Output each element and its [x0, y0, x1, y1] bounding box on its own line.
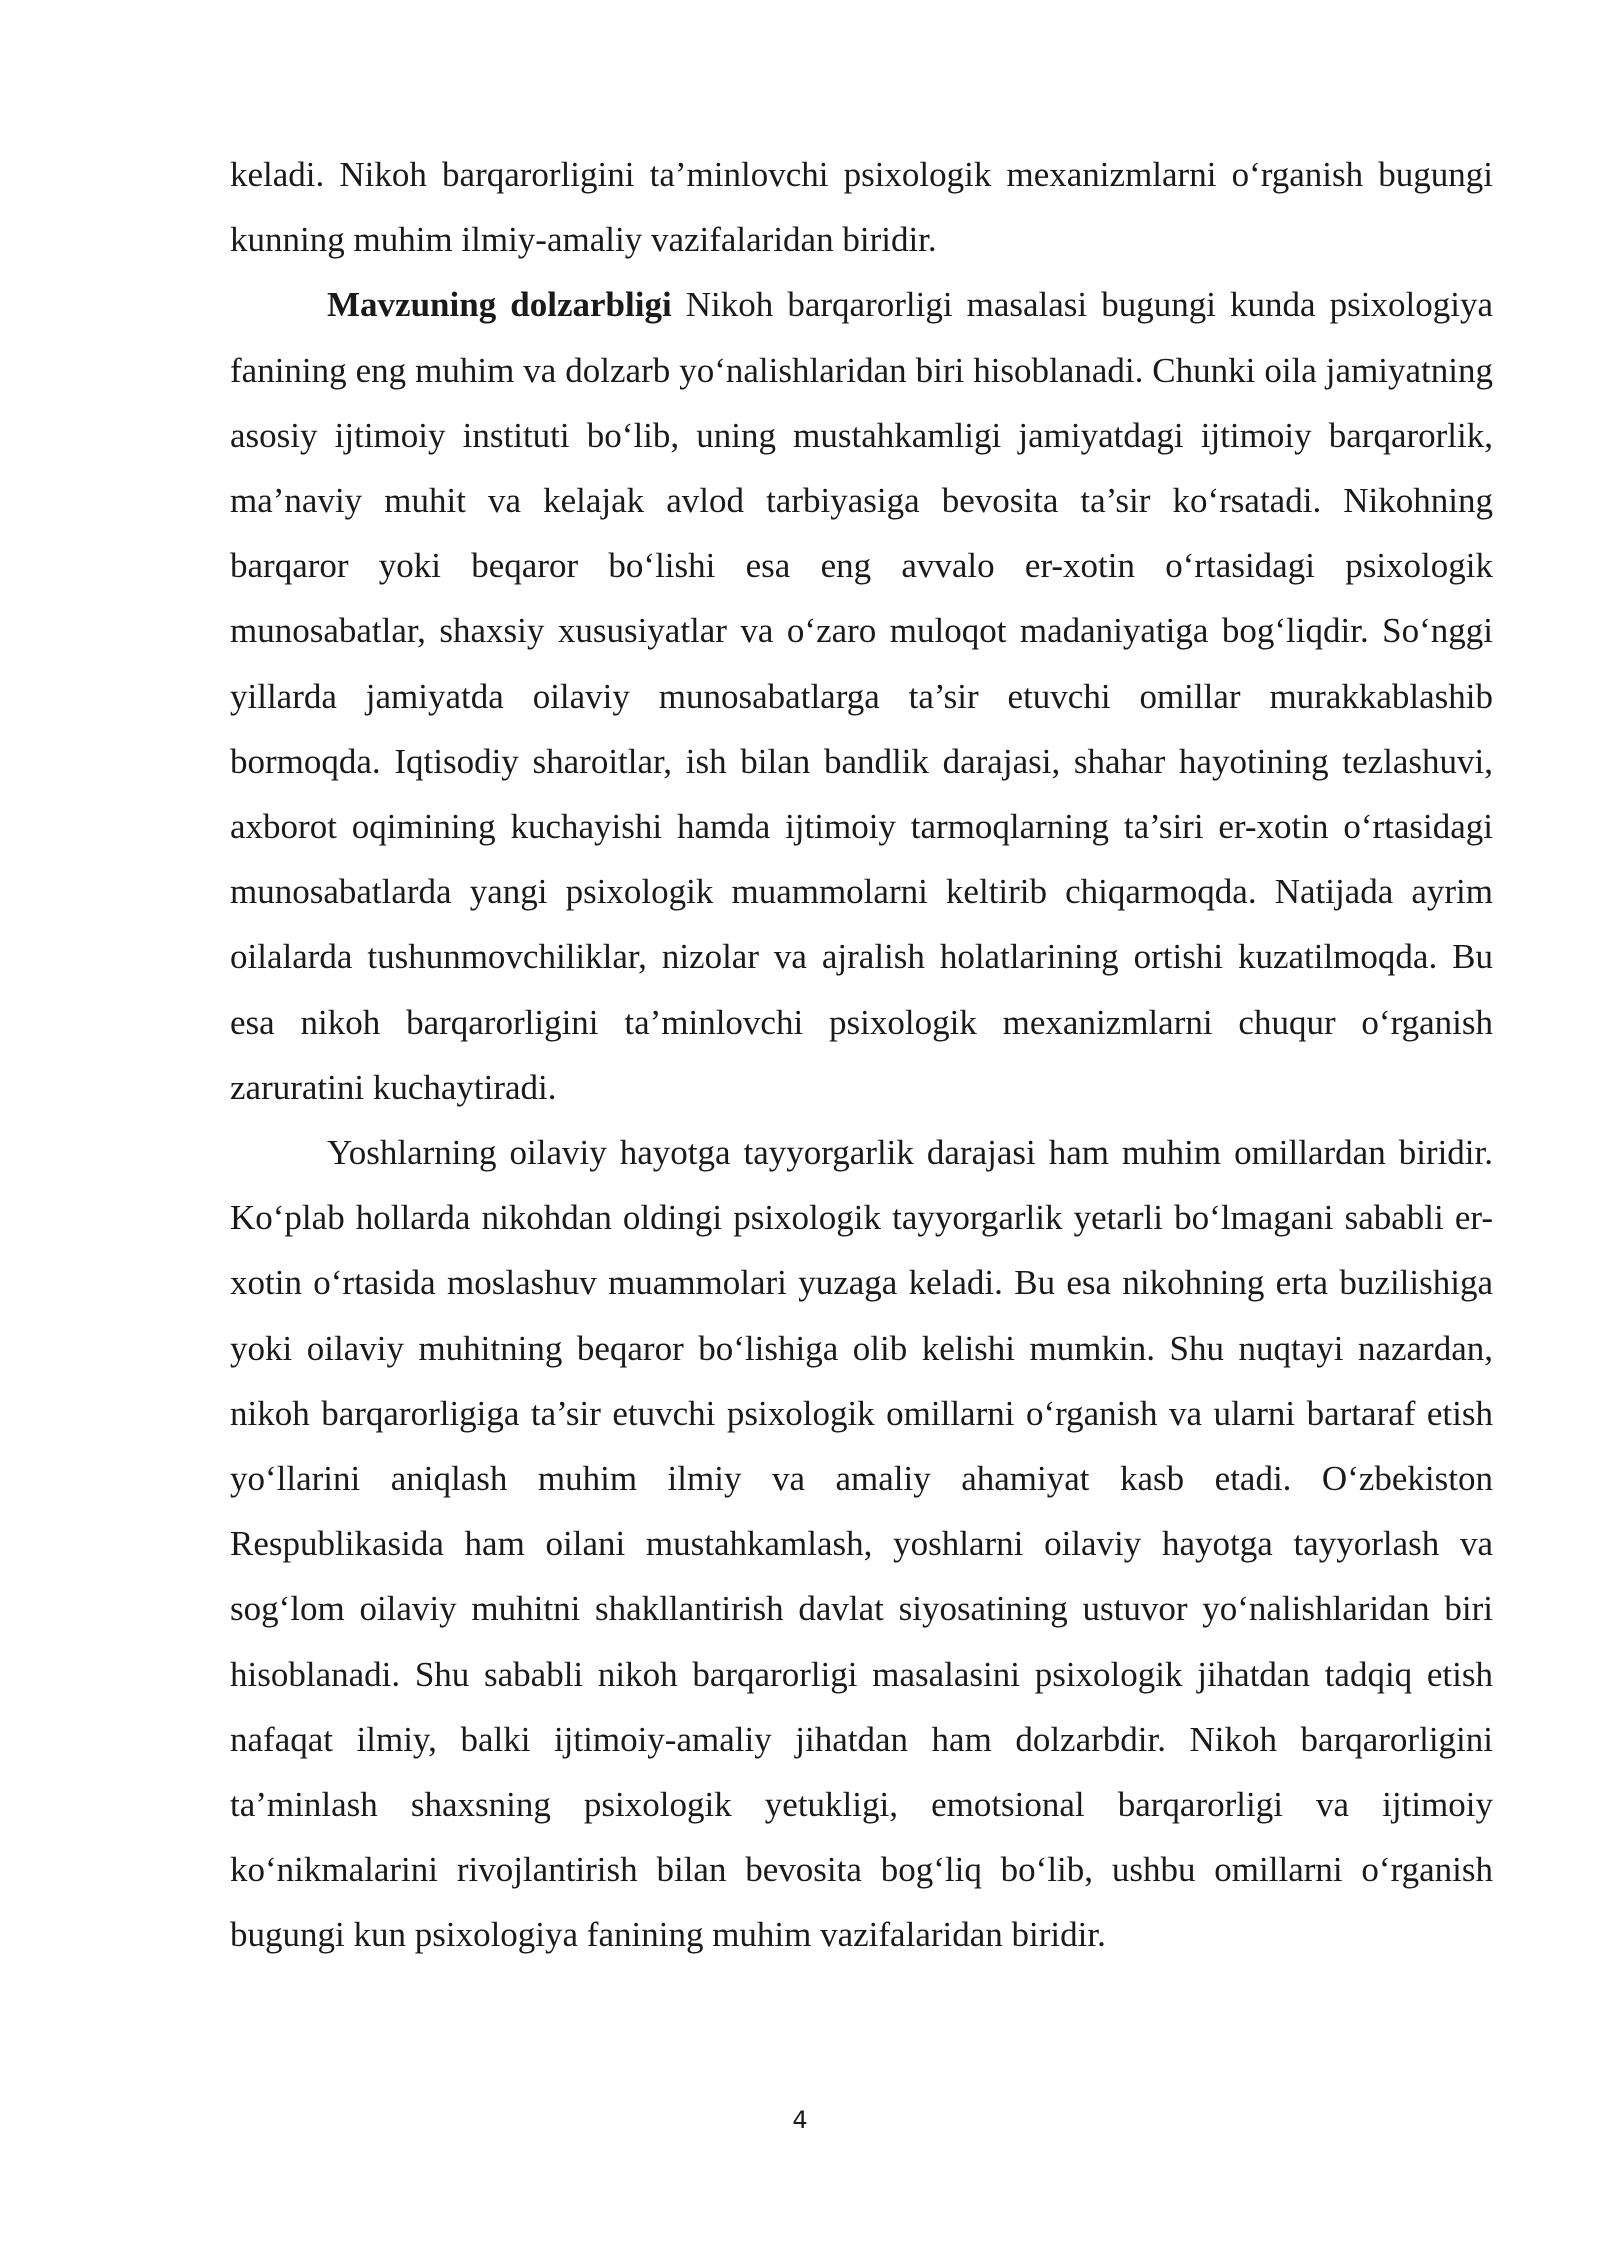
- paragraph-continuation: keladi. Nikoh barqarorligini ta’minlovchi psixologik mexanizmlarni o‘rganish bugungi kunning muhim ilmiy-amaliy vazifalaridan biridir.: [230, 155, 1493, 260]
- paragraph-youth-readiness: Yoshlarning oilaviy hayotga tayyorgarlik darajasi ham muhim omillardan biridir. Ko‘plab hollarda nikohdan oldingi psixologik tayyorgarlik yetarli bo‘lmagani sababli er-xotin o‘rtasida moslashuv muammolari yuzaga keladi. Bu esa nikohning erta buzilishiga yoki oilaviy muhitning beqaror bo‘lishiga olib kelishi mumkin. Shu nuqtayi nazardan, nikoh barqarorligiga ta’sir etuvchi psixologik omillarni o‘rganish va ularni bartaraf etish yo‘llarini aniqlash muhim ilmiy va amaliy ahamiyat kasb etadi. O‘zbekiston Respublikasida ham oilani mustahkamlash, yoshlarni oilaviy hayotga tayyorlash va sog‘lom oilaviy muhitni shakllantirish davlat siyosatining ustuvor yo‘nalishlaridan biri hisoblanadi. Shu sababli nikoh barqarorligi masalasini psixologik jihatdan tadqiq etish nafaqat ilmiy, balki ijtimoiy-amaliy jihatdan ham dolzarbdir. Nikoh barqarorligini ta’minlash shaxsning psixologik yetukligi, emotsional barqarorligi va ijtimoiy ko‘nikmalarini rivojlantirish bilan bevosita bog‘liq bo‘lib, ushbu omillarni o‘rganish bugungi kun psixologiya fanining muhim vazifalaridan biridir.: [230, 1133, 1493, 1955]
- page-number: 4: [792, 2106, 808, 2134]
- paragraph-relevance-text: Nikoh barqarorligi masalasi bugungi kunda psixologiya fanining eng muhim va dolzarb yo‘nalishlaridan biri hisoblanadi. Chunki oila jamiyatning asosiy ijtimoiy instituti bo‘lib, uning mustahkamligi jamiyatdagi ijtimoiy barqarorlik, ma’naviy muhit va kelajak avlod tarbiyasiga bevosita ta’sir ko‘rsatadi. Nikohning barqaror yoki beqaror bo‘lishi esa eng avvalo er-xotin o‘rtasidagi psixologik munosabatlar, shaxsiy xususiyatlar va o‘zaro muloqot madaniyatiga bog‘liqdir. So‘nggi yillarda jamiyatda oilaviy munosabatlarga ta’sir etuvchi omillar murakkablashib bormoqda. Iqtisodiy sharoitlar, ish bilan bandlik darajasi, shahar hayotining tezlashuvi, axborot oqimining kuchayishi hamda ijtimoiy tarmoqlarning ta’siri er-xotin o‘rtasidagi munosabatlarda yangi psixologik muammolarni keltirib chiqarmoqda. Natijada ayrim oilalarda tushunmovchiliklar, nizolar va ajralish holatlarining ortishi kuzatilmoqda. Bu esa nikoh barqarorligini ta’minlovchi psixologik mexanizmlarni chuqur o‘rganish zaruratini kuchaytiradi.: [230, 285, 1493, 1107]
- section-heading-relevance: Mavzuning dolzarbligi: [327, 285, 672, 325]
- paragraph-relevance: [230, 272, 1493, 1120]
- body-text: [230, 142, 1493, 1968]
